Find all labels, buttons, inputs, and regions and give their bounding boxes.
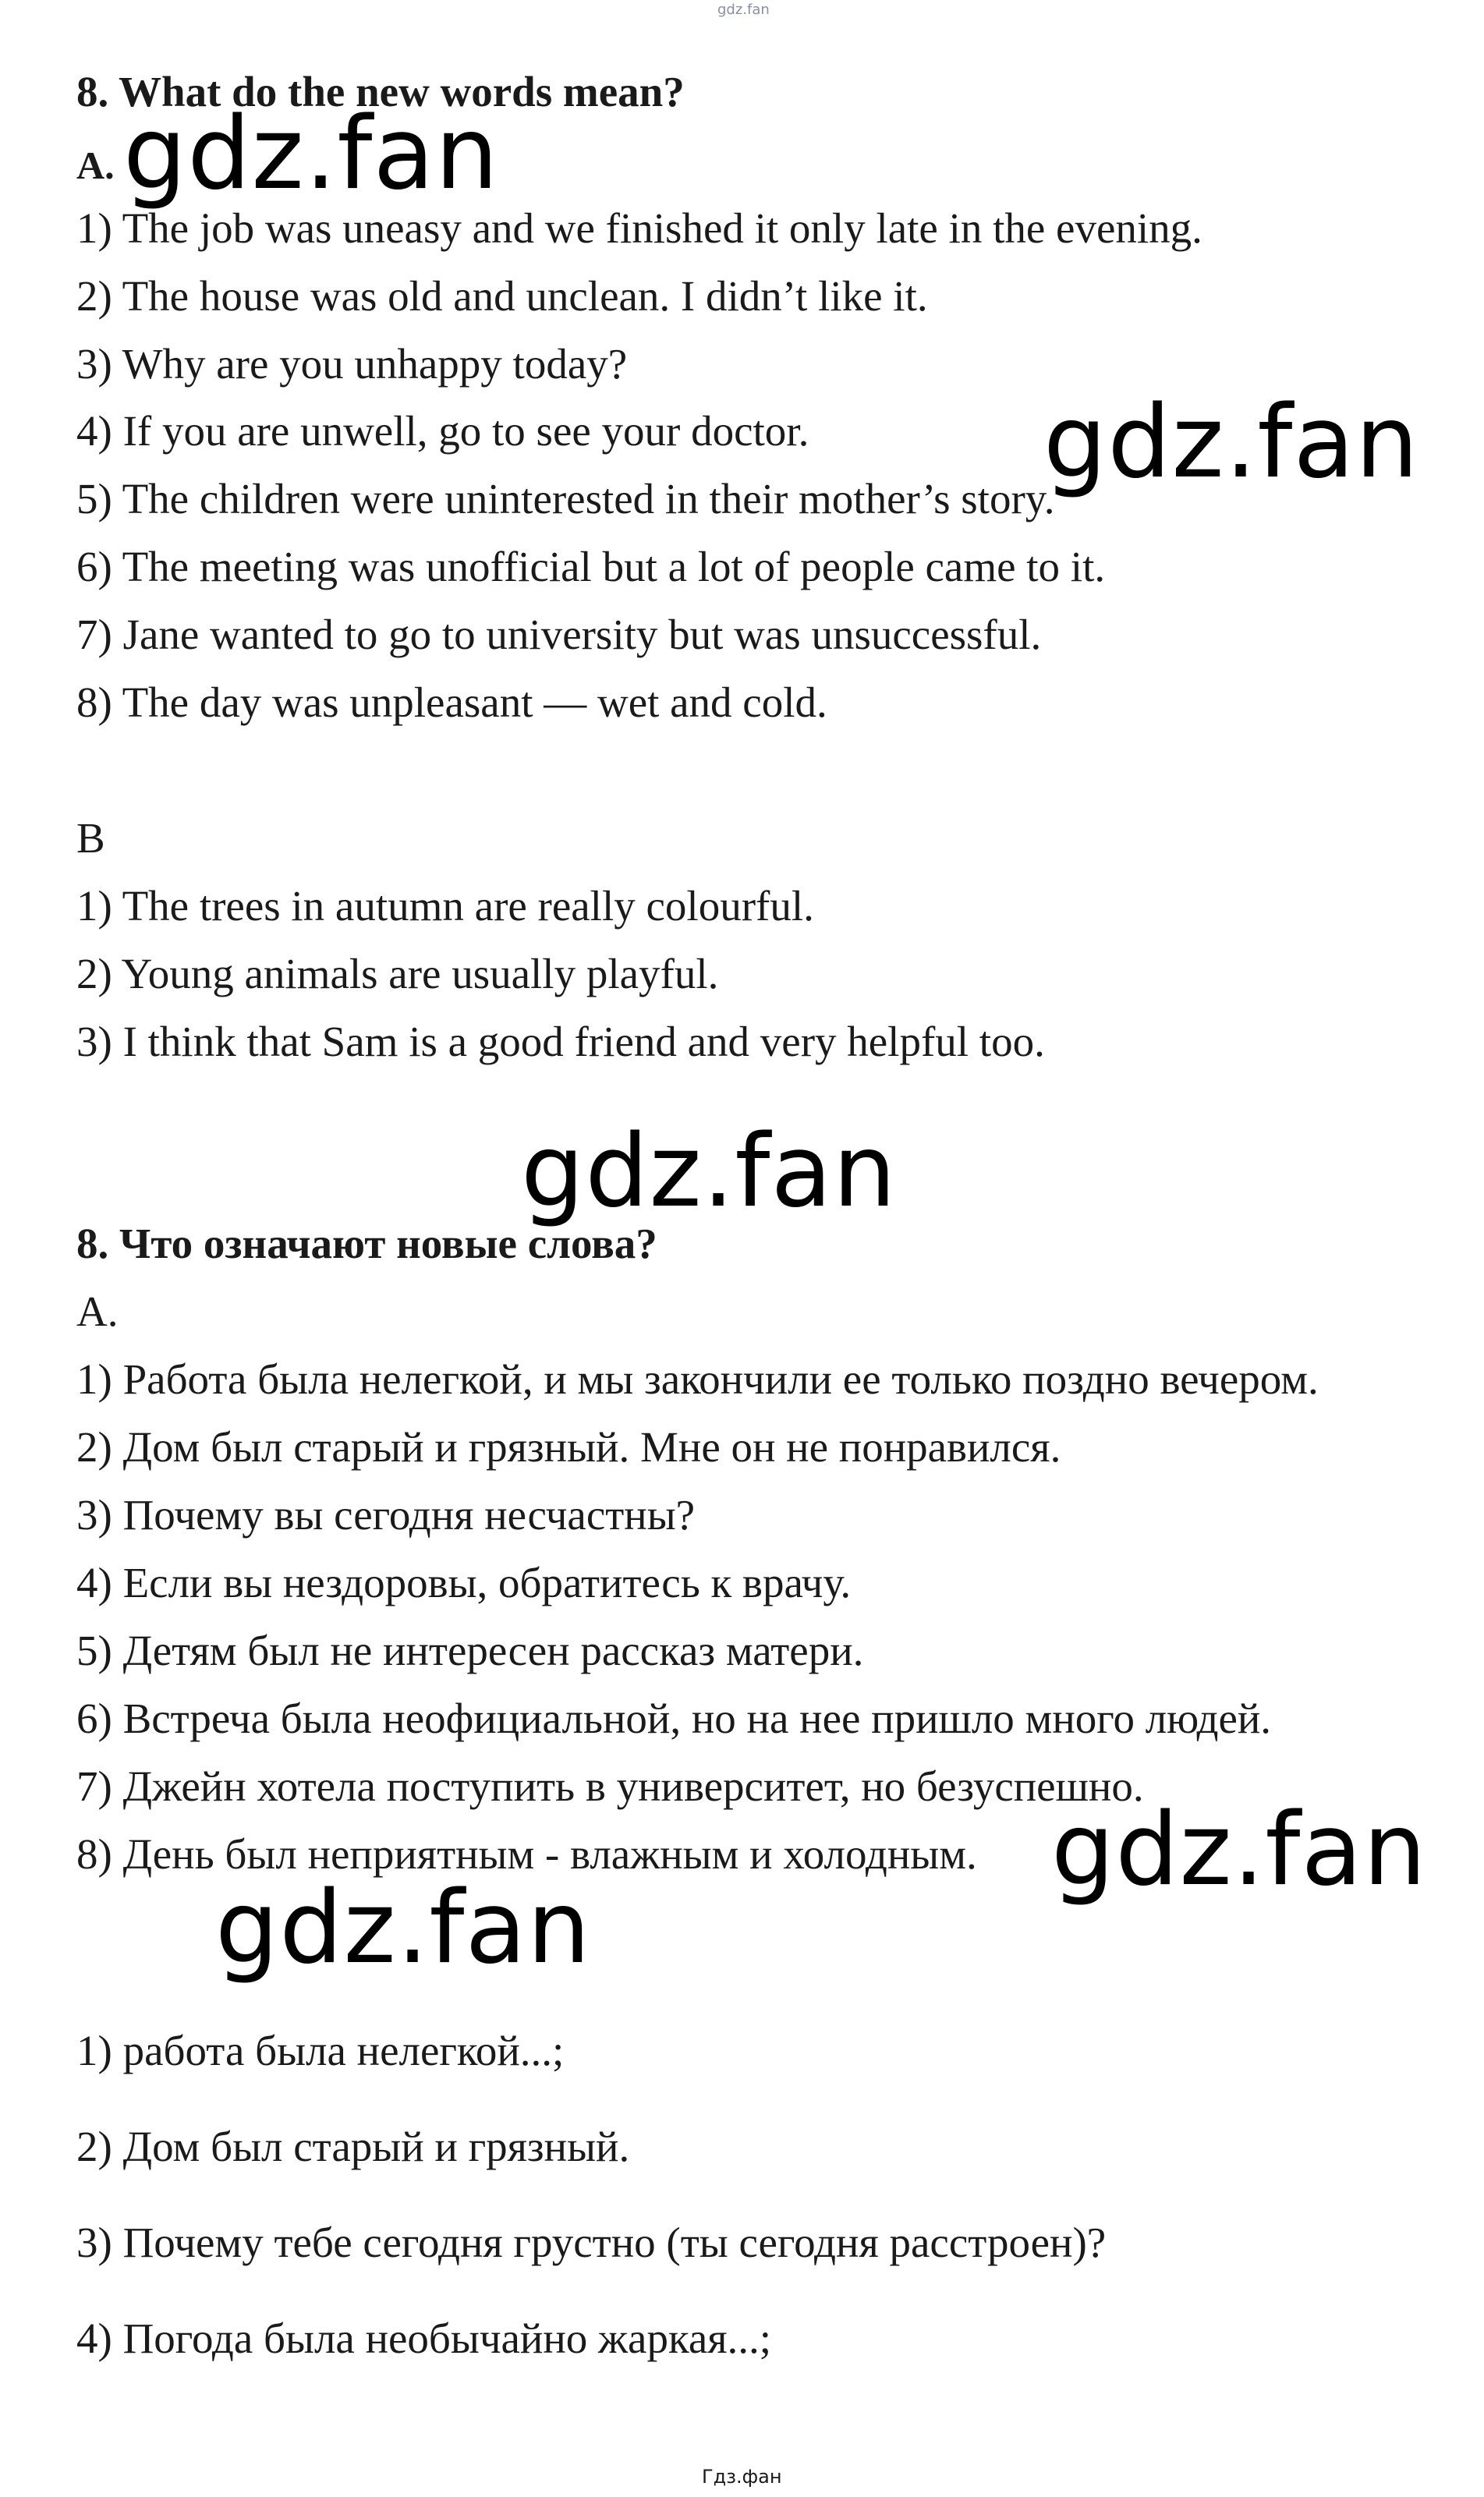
english-a-item-4: 4) If you are unwell, go to see your doctor. <box>76 407 809 455</box>
russian-extra-item-3: 3) Почему тебе сегодня грустно (ты сегодня расстроен)? <box>76 2219 1107 2266</box>
english-section-a-label: A. <box>76 143 115 187</box>
english-a-item-3: 3) Why are you unhappy today? <box>76 340 628 388</box>
russian-section-a-label: A. <box>76 1287 119 1335</box>
russian-extra-item-4: 4) Погода была необычайно жаркая...; <box>76 2315 772 2362</box>
watermark-5: gdz.fan <box>215 1870 591 1986</box>
russian-a-item-4: 4) Если вы нездоровы, обратитесь к врачу. <box>76 1559 852 1606</box>
english-a-item-2: 2) The house was old and unclean. I didn’t like it. <box>76 272 928 320</box>
english-a-item-5: 5) The children were uninterested in their mother’s story. <box>76 475 1055 522</box>
russian-a-item-8: 8) День был неприятным - влажным и холодным. <box>76 1830 977 1878</box>
english-a-item-7: 7) Jane wanted to go to university but was unsuccessful. <box>76 611 1042 658</box>
russian-a-item-5: 5) Детям был не интересен рассказ матери. <box>76 1627 864 1674</box>
english-b-item-3: 3) I think that Sam is a good friend and very helpful too. <box>76 1018 1045 1065</box>
header-watermark: gdz.fan <box>717 2 770 18</box>
english-a-item-8: 8) The day was unpleasant — wet and cold. <box>76 678 827 726</box>
russian-a-item-6: 6) Встреча была неофициальной, но на нее пришло много людей. <box>76 1695 1272 1742</box>
watermark-2: gdz.fan <box>1043 384 1419 501</box>
russian-a-item-7: 7) Джейн хотела поступить в университет, но безуспешно. <box>76 1762 1144 1810</box>
english-a-item-6: 6) The meeting was unofficial but a lot of people came to it. <box>76 543 1106 590</box>
watermark-4: gdz.fan <box>1051 1792 1427 1908</box>
russian-a-item-2: 2) Дом был старый и грязный. Мне он не понравился. <box>76 1423 1061 1471</box>
english-heading: 8. What do the new words mean? <box>76 68 685 115</box>
russian-a-item-3: 3) Почему вы сегодня несчастны? <box>76 1491 696 1539</box>
watermark-1: gdz.fan <box>123 96 499 212</box>
english-b-item-2: 2) Young animals are usually playful. <box>76 950 719 997</box>
russian-heading: 8. Что означают новые слова? <box>76 1220 657 1267</box>
footer-text: Гдз.фан <box>702 2466 782 2488</box>
watermark-3: gdz.fan <box>521 1114 897 1230</box>
english-section-b-label: B <box>76 814 105 862</box>
russian-extra-item-2: 2) Дом был старый и грязный. <box>76 2123 630 2170</box>
english-b-item-1: 1) The trees in autumn are really colourful. <box>76 882 814 930</box>
english-a-item-1: 1) The job was uneasy and we finished it only late in the evening. <box>76 204 1202 252</box>
russian-a-item-1: 1) Работа была нелегкой, и мы закончили ее только поздно вечером. <box>76 1355 1319 1403</box>
russian-extra-item-1: 1) работа была нелегкой...; <box>76 2027 565 2074</box>
